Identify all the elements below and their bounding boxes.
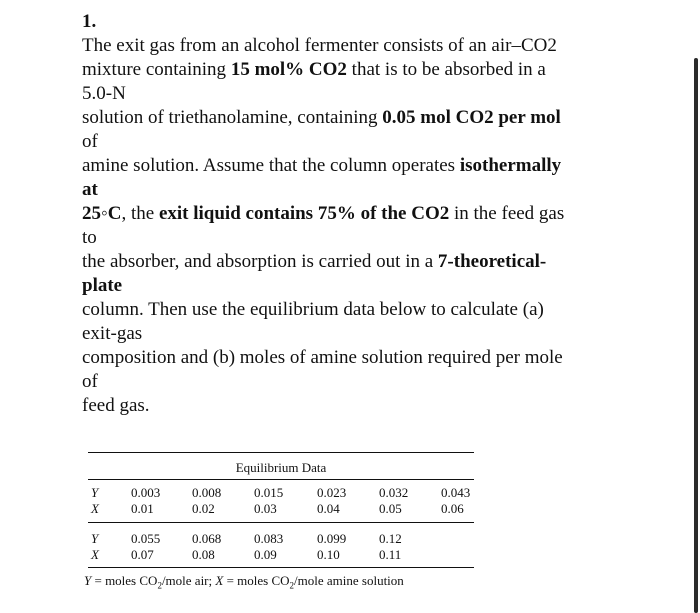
table-caption: Y = moles $CO_2$/mole air; X = moles $CO_2$/mole amine solution [84, 573, 404, 591]
problem-line: of [82, 131, 98, 152]
table-row-x2 [88, 547, 474, 563]
table-cell: 0.08 [192, 547, 215, 562]
problem-line: to [82, 227, 97, 248]
problem-line: The exit gas from an alcohol fermenter consists of an air–CO2 [82, 35, 557, 56]
table-cell: 0.015 [254, 485, 284, 500]
problem-line: column. Then use the equilibrium data below to calculate (a) [82, 299, 544, 320]
emphasis: plate [82, 275, 123, 296]
table-cell: 0.02 [192, 501, 215, 516]
emphasis: exit liquid contains 75% of the CO2 [158, 203, 450, 224]
problem-line: amine solution. Assume that the column operates isothermally [82, 155, 562, 176]
problem-statement [82, 10, 612, 418]
table-row-y1 [88, 485, 474, 501]
row-label-x: X [91, 547, 99, 562]
table-cell: 0.10 [317, 547, 340, 562]
row-label-x: X [91, 501, 99, 516]
table-cell: 0.09 [254, 547, 277, 562]
emphasis: at [82, 179, 98, 200]
table-cell: 0.032 [379, 485, 409, 500]
problem-line: feed gas. [82, 395, 150, 416]
emphasis: 15 mol% CO2 [230, 59, 347, 80]
table-cell: 0.05 [379, 501, 402, 516]
row-label-y: Y [91, 531, 99, 546]
table-title: Equilibrium Data [235, 460, 327, 475]
equilibrium-data-table [84, 452, 474, 591]
problem-number: 1. [82, 11, 97, 32]
emphasis: isothermally [459, 155, 562, 176]
table-row-x1 [88, 501, 474, 517]
problem-line: mixture containing 15 mol% CO2 that is to be absorbed in a [82, 59, 546, 80]
table-cell: 0.01 [131, 501, 154, 516]
table-cell: 0.07 [131, 547, 154, 562]
problem-line [82, 178, 612, 202]
problem-line: exit-gas [82, 323, 143, 344]
scrollbar[interactable] [694, 58, 698, 613]
table-cell: 0.12 [379, 531, 402, 546]
table-cell: 0.083 [254, 531, 284, 546]
problem-line: of [82, 371, 98, 392]
table-cell: 0.068 [192, 531, 222, 546]
table-cell: 0.008 [192, 485, 222, 500]
table-cell: 0.055 [131, 531, 161, 546]
table-cell: 0.099 [317, 531, 347, 546]
table-cell: 0.03 [254, 501, 277, 516]
emphasis: 7-theoretical- [437, 251, 547, 272]
table-cell: 0.11 [379, 547, 402, 562]
problem-line: the absorber, and absorption is carried out in a 7-theoretical- [82, 251, 547, 272]
table-bottom-rule [88, 567, 474, 568]
problem-line [82, 274, 612, 298]
table-cell: 0.04 [317, 501, 340, 516]
emphasis: 0.05 mol CO2 per mol [382, 107, 561, 128]
table-cell: 0.003 [131, 485, 161, 500]
row-label-y: Y [91, 485, 99, 500]
problem-line: 25◦C, the exit liquid contains 75% of the CO2 in the feed gas [82, 203, 565, 224]
table-cell: 0.043 [441, 485, 471, 500]
problem-line: composition and (b) moles of amine solution required per mole [82, 347, 563, 368]
problem-line: 5.0-N [82, 83, 126, 104]
emphasis: 25◦C [82, 203, 122, 224]
table-cell: 0.023 [317, 485, 347, 500]
table-row-y2 [88, 531, 474, 547]
table-cell: 0.06 [441, 501, 464, 516]
problem-line: solution of triethanolamine, containing 0.05 mol CO2 per mol [82, 107, 561, 128]
